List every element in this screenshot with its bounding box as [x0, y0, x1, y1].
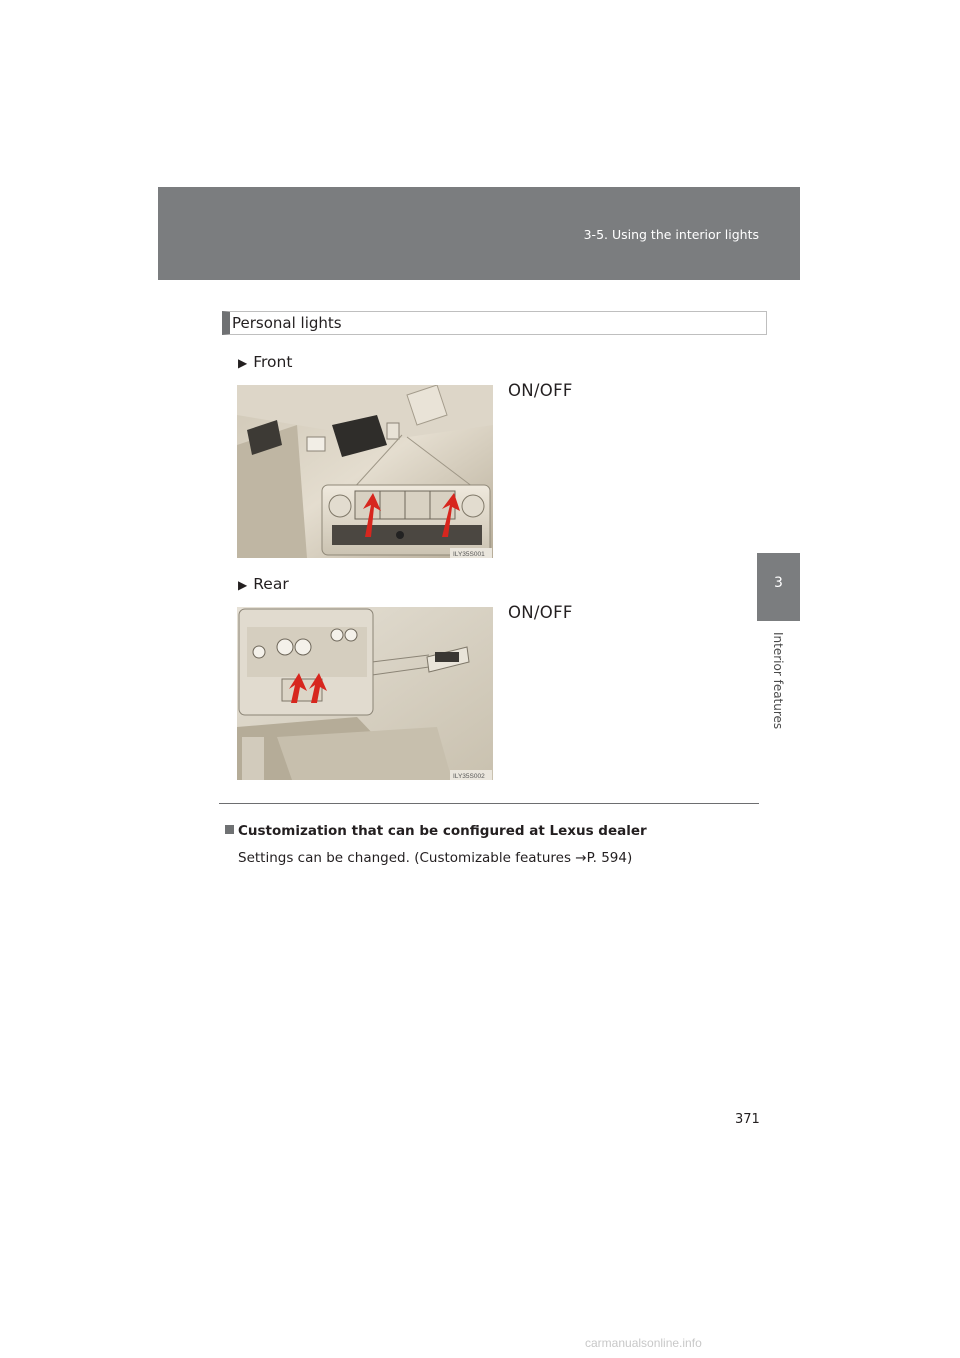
rear-image-code: ILY35S002	[453, 773, 485, 780]
chapter-side-label-text: Interior features	[771, 632, 785, 730]
section-divider	[219, 803, 759, 804]
footer-watermark: carmanualsonline.info	[585, 1336, 702, 1350]
rear-heading-text: Rear	[253, 575, 289, 593]
chapter-side-label	[760, 632, 796, 742]
note-heading-text: Customization that can be configured at Lexus dealer	[238, 823, 647, 839]
chapter-number: 3	[774, 575, 783, 591]
note-body: Settings can be changed. (Customizable features →P. 594)	[238, 850, 633, 866]
note-heading	[225, 823, 647, 839]
front-onoff-callout: ON/OFF	[508, 381, 573, 400]
section-header	[222, 311, 767, 335]
front-lights-photo	[237, 385, 493, 558]
rear-lights-photo	[237, 607, 493, 780]
page-number: 371	[735, 1112, 760, 1127]
triangle-marker-icon: ▶	[238, 356, 248, 370]
chapter-side-tab[interactable]	[757, 553, 800, 621]
triangle-marker-icon: ▶	[238, 578, 248, 592]
front-image-code: ILY35S001	[453, 551, 485, 558]
chapter-title: 3-5. Using the interior lights	[583, 227, 759, 242]
section-title: Personal lights	[232, 314, 342, 332]
square-bullet-icon	[225, 825, 234, 834]
front-heading	[238, 353, 292, 371]
front-heading-text: Front	[253, 353, 293, 371]
rear-heading	[238, 575, 289, 593]
rear-onoff-callout: ON/OFF	[508, 603, 573, 622]
chapter-header-band	[158, 187, 800, 280]
